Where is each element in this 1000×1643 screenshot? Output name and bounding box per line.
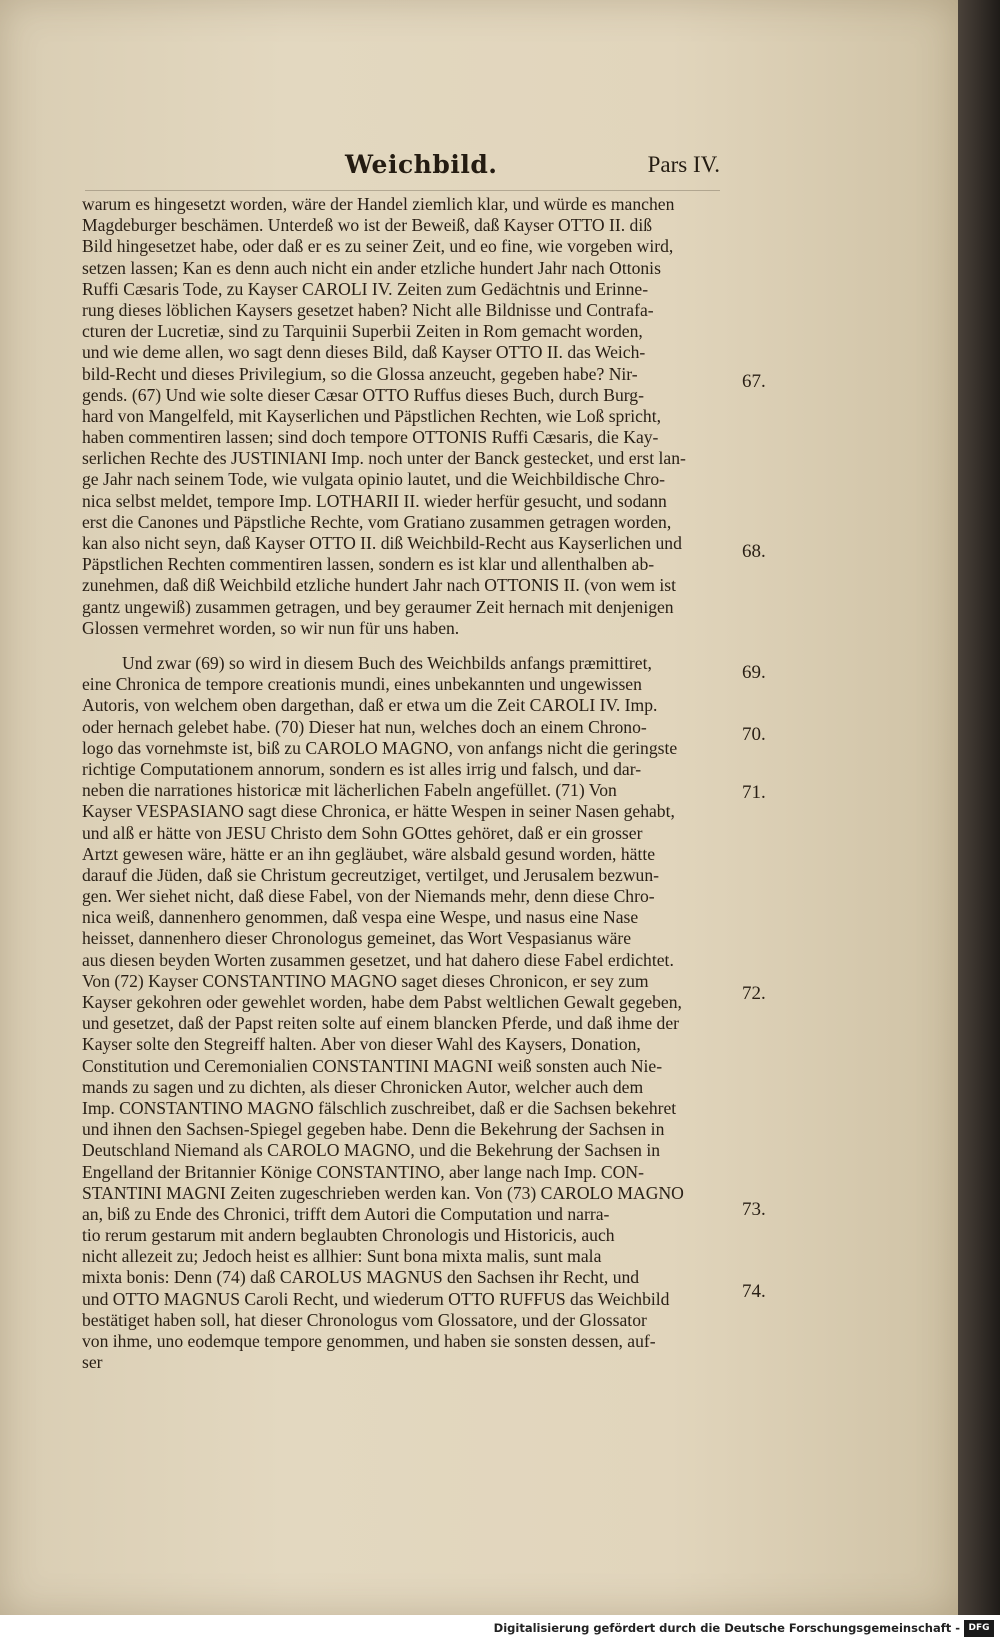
margin-note-70: 70. [742, 724, 766, 745]
text-line: Ruffi Cæsaris Tode, zu Kayser CAROLI IV. Zeiten zum Gedächtnis und Erinne- [82, 278, 649, 299]
text-line: Und zwar (69) so wird in diesem Buch des Weichbilds anfangs præmittiret, [122, 653, 652, 673]
text-line: darauf die Jüden, daß sie Christum gecreutziget, vertilget, und Jerusalem bezwun- [82, 864, 659, 885]
paragraph-2 [82, 653, 722, 1373]
text-line: gantz ungewiß) zusammen getragen, und bey geraumer Zeit hernach mit denjenigen [82, 596, 674, 617]
text-line: setzen lassen; Kan es denn auch nicht ein ander etzliche hundert Jahr nach Ottonis [82, 257, 661, 278]
text-line: und wie deme allen, wo sagt denn dieses Bild, daß Kayser OTTO II. das Weich- [82, 342, 646, 363]
text-line: Päpstlichen Rechten commentiren lassen, sondern es ist klar und allenthalben ab- [82, 554, 655, 575]
footer-credit: Digitalisierung gefördert durch die Deutsche Forschungsgemeinschaft - [493, 1621, 960, 1635]
text-line: rung dieses löblichen Kaysers gesetzet haben? Nicht alle Bildnisse und Contrafa- [82, 299, 654, 320]
text-line: nica weiß, dannenhero genommen, daß vespa eine Wespe, und nasus eine Nase [82, 907, 639, 928]
text-line: aus diesen beyden Worten zusammen gesetzet, und hat dahero diese Fabel erdichtet. [82, 949, 674, 970]
text-line: cturen der Lucretiæ, sind zu Tarquinii Superbii Zeiten in Rom gemacht worden, [82, 321, 643, 342]
text-line: mixta bonis: Denn (74) daß CAROLUS MAGNUS den Sachsen ihr Recht, und [82, 1267, 640, 1288]
margin-note-68: 68. [742, 541, 766, 562]
text-line: warum es hingesetzt worden, wäre der Handel ziemlich klar, und würde es manchen [82, 194, 675, 214]
text-line: und alß er hätte von JESU Christo dem Sohn GOttes gehöret, daß er ein grosser [82, 822, 643, 843]
paragraph-1 [82, 194, 722, 639]
text-line: Kayser VESPASIANO sagt diese Chronica, er hätte Wespen in seiner Nasen gehabt, [82, 801, 675, 822]
dfg-logo: DFG [964, 1620, 994, 1637]
text-line: zunehmen, daß diß Weichbild etzliche hundert Jahr nach OTTONIS II. (von wem ist [82, 575, 677, 596]
text-line: an, biß zu Ende des Chronici, trifft dem Autori die Computation und narra- [82, 1203, 610, 1224]
margin-note-69: 69. [742, 662, 766, 683]
text-line: heisset, dannenhero dieser Chronologus gemeinet, das Wort Vespasianus wäre [82, 928, 632, 949]
text-line: Constitution und Ceremonialien CONSTANTINI MAGNI weiß sonsten auch Nie- [82, 1055, 663, 1076]
text-line: eine Chronica de tempore creationis mundi, eines unbekannten und ungewissen [82, 674, 642, 695]
text-line: gen. Wer siehet nicht, daß diese Fabel, von der Niemands mehr, denn diese Chro- [82, 886, 655, 907]
text-line: Imp. CONSTANTINO MAGNO fälschlich zuschreibet, daß er die Sachsen bekehret [82, 1097, 677, 1118]
text-line: oder hernach gelebet habe. (70) Dieser hat nun, welches doch an einem Chrono- [82, 716, 647, 737]
text-line: mands zu sagen und zu dichten, als dieser Chronicken Autor, welcher auch dem [82, 1076, 644, 1097]
text-line: hard von Mangelfeld, mit Kayserlichen und Päpstlichen Rechten, wie Loß spricht, [82, 405, 661, 426]
text-line: richtige Computationem annorum, sondern es ist alles irrig und falsch, und dar- [82, 758, 642, 779]
running-head-title: Weichbild. [345, 150, 498, 179]
text-line: Deutschland Niemand als CAROLO MAGNO, und die Bekehrung der Sachsen in [82, 1140, 661, 1161]
header-rule [85, 190, 720, 191]
text-line: gends. (67) Und wie solte dieser Cæsar OTTO Ruffus dieses Buch, durch Burg- [82, 384, 644, 405]
margin-note-73: 73. [742, 1199, 766, 1220]
text-line: serlichen Rechte des JUSTINIANI Imp. noch unter der Banck gestecket, und erst lan- [82, 448, 686, 469]
text-line: und OTTO MAGNUS Caroli Recht, und wiederum OTTO RUFFUS das Weichbild [82, 1288, 670, 1309]
text-line: tio rerum gestarum mit andern beglaubten Chronologis und Historicis, auch [82, 1225, 615, 1246]
text-line: bestätiget haben soll, hat dieser Chronologus vom Glossatore, und der Glossator [82, 1309, 647, 1330]
text-line: STANTINI MAGNI Zeiten zugeschrieben werden kan. Von (73) CAROLO MAGNO [82, 1182, 684, 1203]
text-line: neben die narrationes historicæ mit lächerlichen Fabeln angefüllet. (71) Von [82, 780, 617, 801]
text-line: nica selbst meldet, tempore Imp. LOTHARII II. wieder herfür gesucht, und sodann [82, 490, 667, 511]
margin-note-74: 74. [742, 1281, 766, 1302]
running-head [85, 150, 720, 186]
text-line: ge Jahr nach seinem Tode, wie vulgata opinio lautet, und die Weichbildische Chro- [82, 469, 666, 490]
text-line: und gesetzet, daß der Papst reiten solte auf einem blancken Pferde, und daß ihme der [82, 1013, 680, 1034]
text-line: Magdeburger beschämen. Unterdeß wo ist der Beweiß, daß Kayser OTTO II. diß [82, 215, 653, 236]
text-line: haben commentiren lassen; sind doch tempore OTTONIS Ruffi Cæsaris, die Kay- [82, 427, 659, 448]
text-line: logo das vornehmste ist, biß zu CAROLO MAGNO, von anfangs nicht die geringste [82, 737, 678, 758]
text-line: Artzt gewesen wäre, hätte er an ihn gegläubet, wäre alsbald gesund worden, hätte [82, 843, 656, 864]
margin-note-71: 71. [742, 782, 766, 803]
running-head-part: Pars IV. [647, 152, 720, 177]
text-line: Glossen vermehret worden, so wir nun für uns haben. [82, 617, 460, 638]
text-line: Kayser solte den Stegreiff halten. Aber von dieser Wahl des Kaysers, Donation, [82, 1034, 641, 1055]
margin-note-67: 67. [742, 371, 766, 392]
text-line: kan also nicht seyn, daß Kayser OTTO II. diß Weichbild-Recht aus Kayserlichen und [82, 533, 682, 553]
text-line: von ihme, uno eodemque tempore genommen, und haben sie sonsten dessen, auf- [82, 1331, 656, 1351]
text-line: Kayser gekohren oder gewehlet worden, habe dem Pabst weltlichen Gewalt gegeben, [82, 992, 682, 1012]
footer-bar [0, 1615, 1000, 1643]
text-line: nicht allezeit zu; Jedoch heist es allhier: Sunt bona mixta malis, sunt mala [82, 1246, 602, 1267]
text-line: ser [82, 1352, 103, 1373]
book-binding-edge [958, 0, 1000, 1615]
text-line: erst die Canones und Päpstliche Rechte, vom Gratiano zusammen getragen worden, [82, 511, 672, 532]
text-line: Bild hingesetzet habe, oder daß er es zu seiner Zeit, und eo fine, wie vorgeben wird, [82, 236, 674, 257]
text-line: Engelland der Britannier Könige CONSTANTINO, aber lange nach Imp. CON- [82, 1161, 644, 1182]
text-line: Autoris, von welchem oben dargethan, daß er etwa um die Zeit CAROLI IV. Imp. [82, 695, 658, 716]
text-line: und ihnen den Sachsen-Spiegel gegeben habe. Denn die Bekehrung der Sachsen in [82, 1119, 665, 1140]
text-line: bild-Recht und dieses Privilegium, so die Glossa anzeucht, gegeben habe? Nir- [82, 363, 638, 384]
text-line: Von (72) Kayser CONSTANTINO MAGNO saget dieses Chronicon, er sey zum [82, 970, 649, 991]
margin-note-72: 72. [742, 983, 766, 1004]
